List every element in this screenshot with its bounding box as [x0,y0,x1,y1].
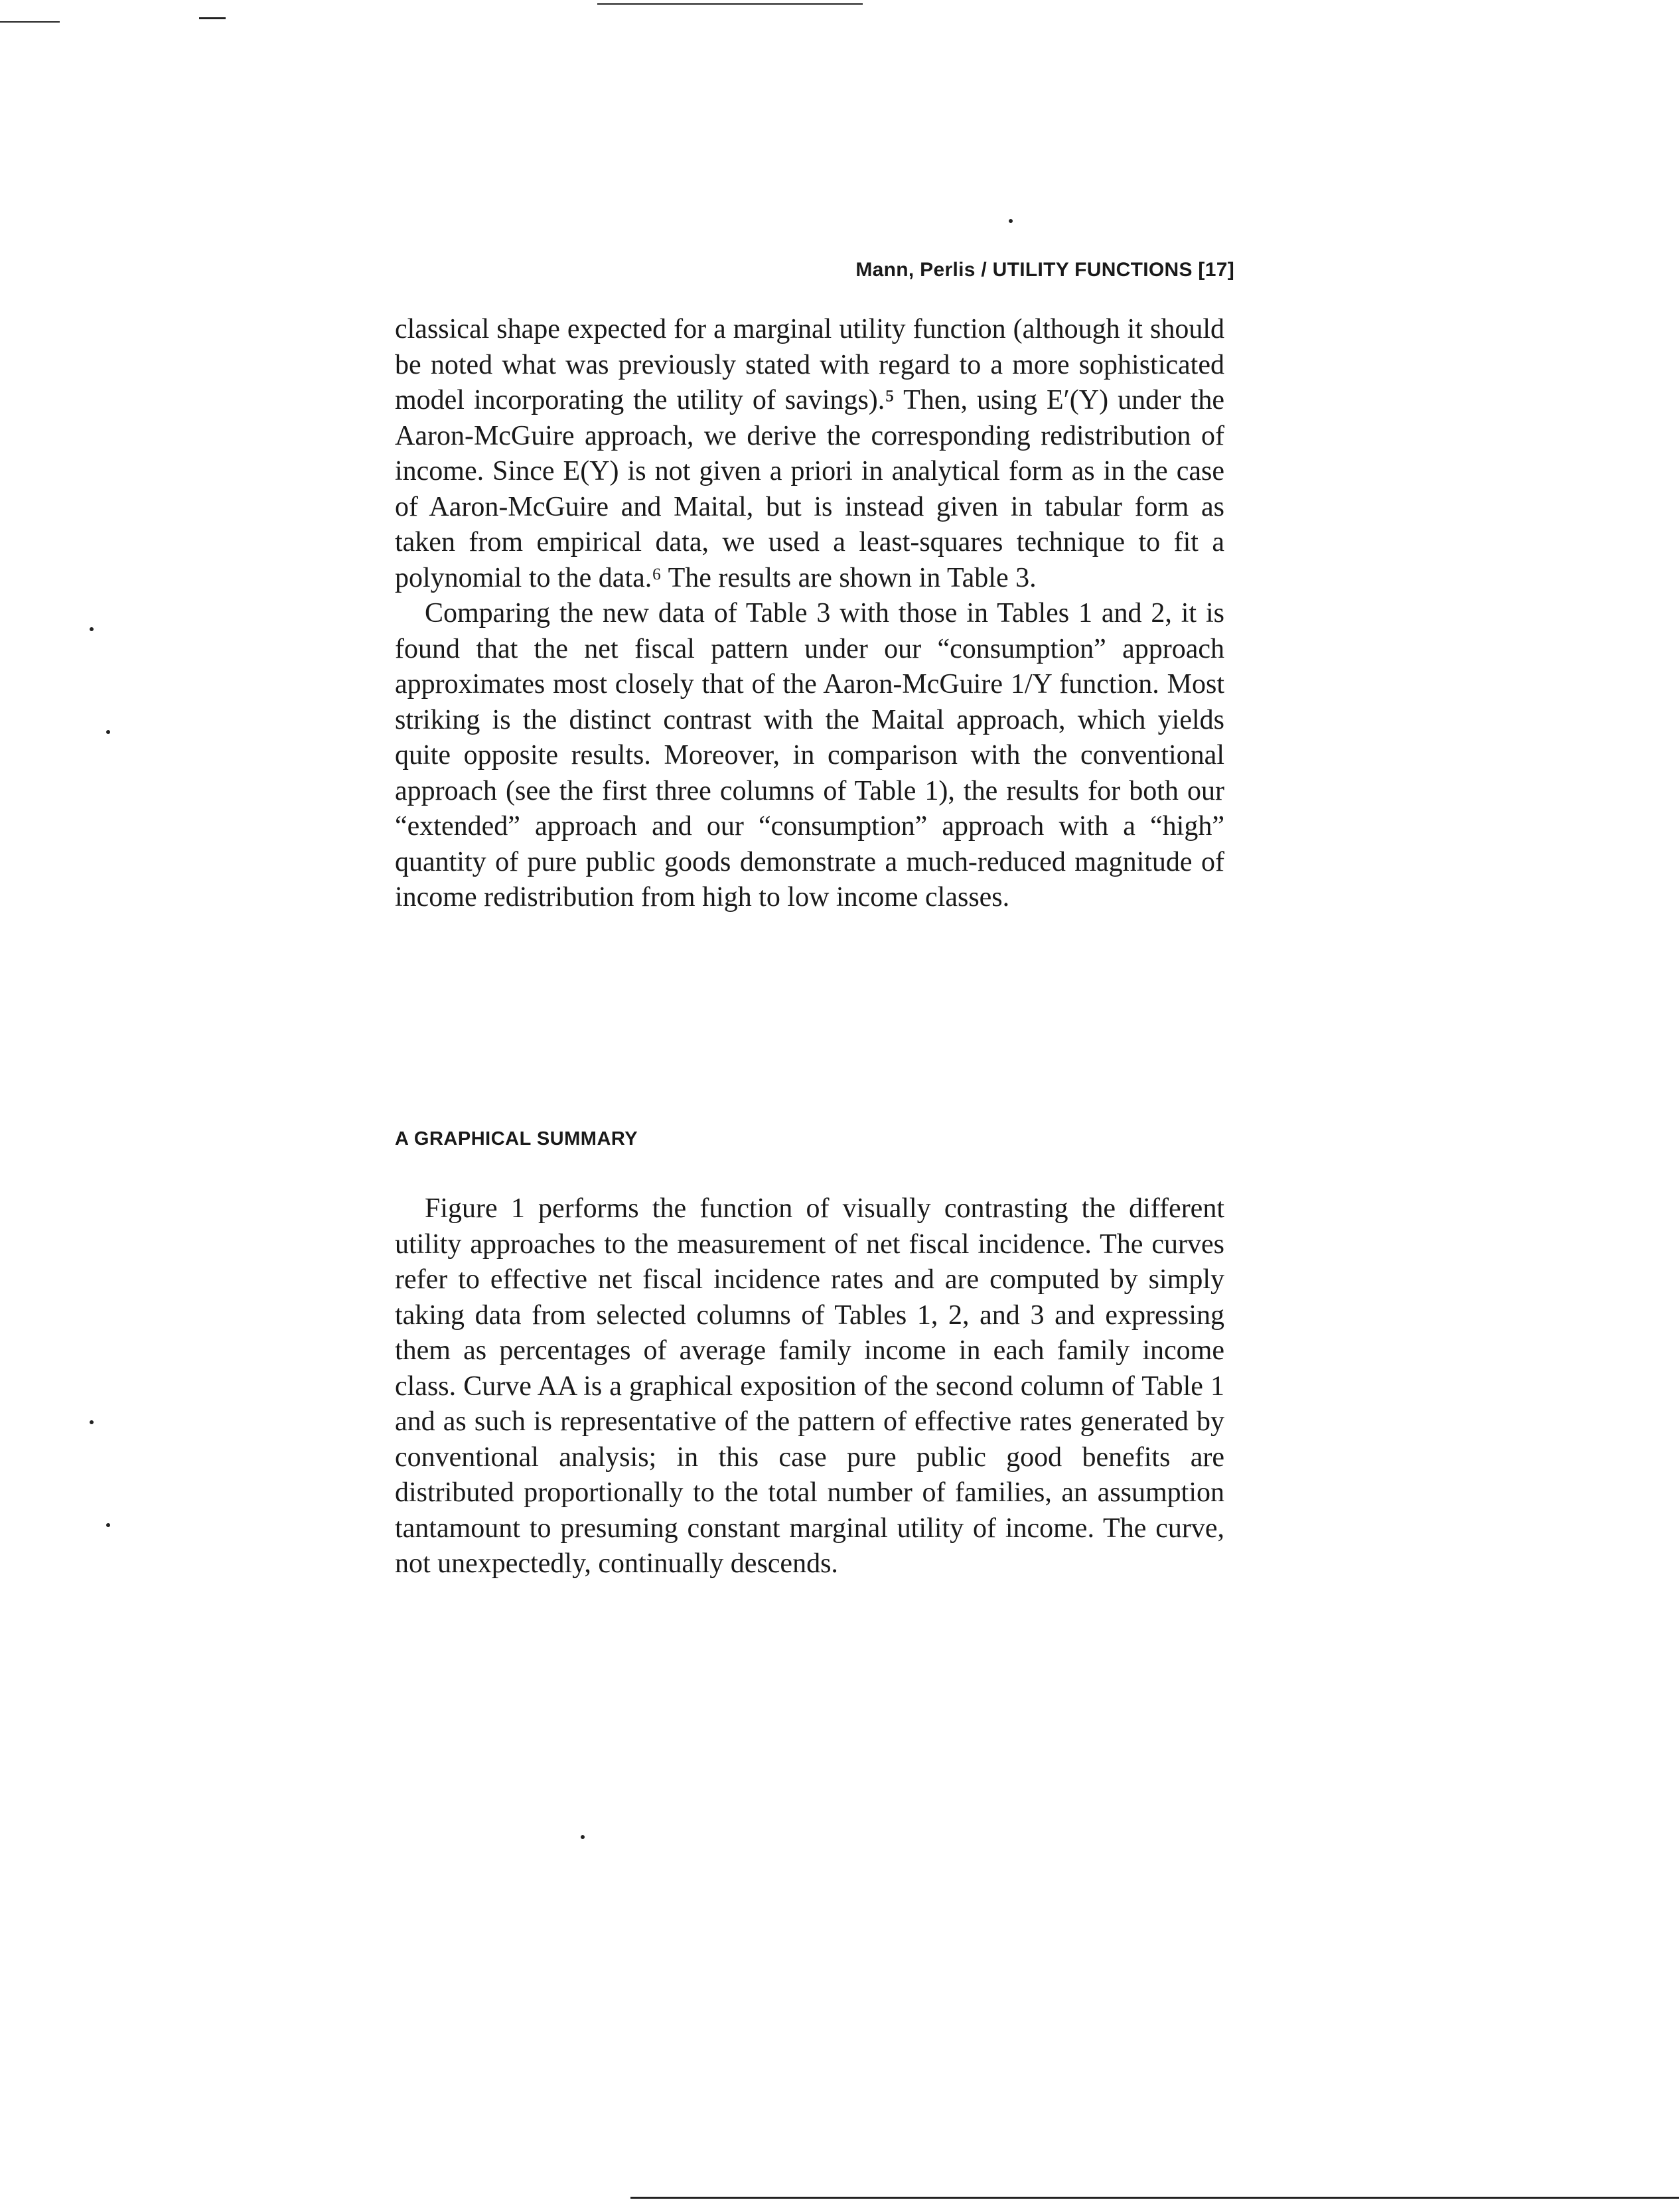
running-head: Mann, Perlis / UTILITY FUNCTIONS [17] [855,259,1234,281]
scan-artifact-dot [581,1835,585,1839]
body-text-section [395,1191,1224,1582]
scan-artifact-dot [106,1523,110,1527]
body-text-top [395,312,1224,916]
scan-artifact-dot [1009,219,1013,223]
scan-artifact-dot [106,730,110,734]
scan-artifact-dot [90,1420,94,1424]
paragraph-1: classical shape expected for a marginal utility function (although it should be noted what was previously stated with regard to a more sophisticated model incorporating the utility of savings).⁵ Then, using E′(Y) under the Aaron-McGuire approach, we derive the corresponding redistribution of income. Since E(Y) is not given a priori in analytical form as in the case of Aaron-McGuire and Maital, but is instead given in tabular form as taken from empirical data, we used a least-squares technique to fit a polynomial to the data.⁶ The results are shown in Table 3. [395,314,1224,593]
scan-artifact-line [0,21,60,23]
scan-artifact-line [630,2197,1679,2199]
scan-artifact-line [199,17,226,19]
scan-artifact-dot [90,627,94,631]
paragraph-3: Figure 1 performs the function of visually contrasting the different utility approaches to the measurement of net fiscal incidence. The curves refer to effective net fiscal incidence rates and are computed by simply taking data from selected columns of Tables 1, 2, and 3 and expressing them as percentages of average family income in each family income class. Curve AA is a graphical exposition of the second column of Table 1 and as such is representative of the pattern of effective rates generated by conventional analysis; in this case pure public good benefits are distributed proportionally to the total number of families, an assumption tantamount to presuming constant marginal utility of income. The curve, not unexpectedly, continually descends. [395,1193,1224,1579]
section-heading: A GRAPHICAL SUMMARY [395,1128,638,1149]
scan-artifact-line [597,3,863,5]
paragraph-2: Comparing the new data of Table 3 with those in Tables 1 and 2, it is found that the net fiscal pattern under our “consumption” approach approximates most closely that of the Aaron-McGuire 1/Y function. Most striking is the distinct contrast with the Maital approach, which yields quite opposite results. Moreover, in comparison with the conventional approach (see the first three columns of Table 1), the results for both our “extended” approach and our “consumption” approach with a “high” quantity of pure public goods demonstrate a much-reduced magnitude of income redistribution from high to low income classes. [395,598,1224,913]
